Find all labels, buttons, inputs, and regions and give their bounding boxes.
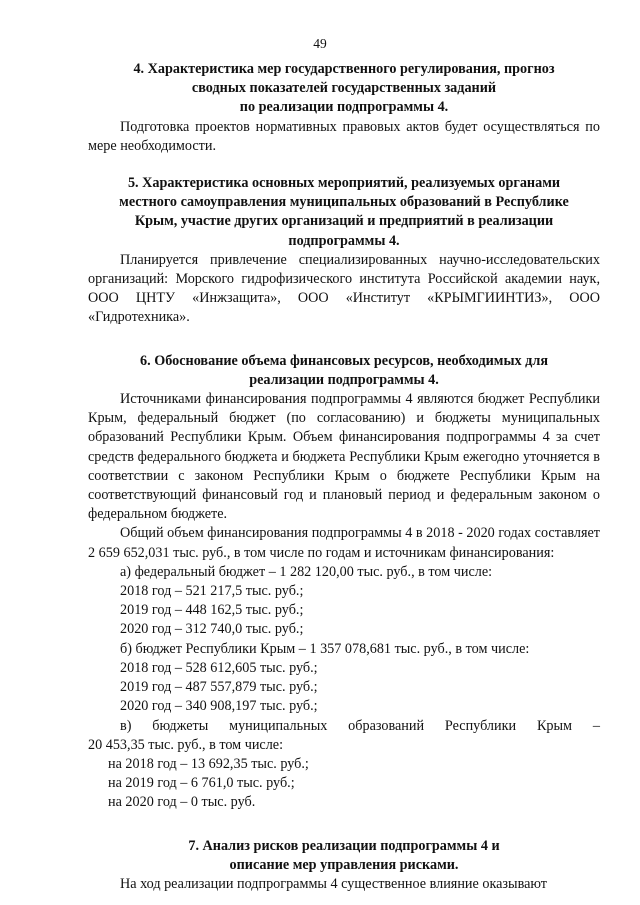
section-4-text: Подготовка проектов нормативных правовых актов будет осуществляться по мере необходимости. [88,118,600,154]
section-7-heading [88,837,600,875]
federal-budget-item: 2019 год – 448 162,5 тыс. руб.; [120,602,304,619]
page-number: 49 [313,36,327,51]
regional-budget-item: 2020 год – 340 908,197 тыс. руб.; [120,698,318,715]
municipal-budget-title-continuation: 20 453,35 тыс. руб., в том числе: [88,736,284,753]
word: бюджеты [152,717,209,734]
heading-line: описание мер управления рисками. [229,856,459,873]
municipal-budget-title [88,717,600,736]
section-6-para-2: Общий объем финансирования подпрограммы 4 в 2018 - 2020 годах составляет 2 659 652,031 тыс. руб., в том числе по годам и источникам финансирования: [88,525,600,561]
regional-budget-title: б) бюджет Республики Крым – 1 357 078,681 тыс. руб., в том числе: [120,640,530,657]
heading-line: Крым, участие других организаций и предприятий в реализации [134,213,554,230]
section-5-text: Планируется привлечение специализированных научно-исследовательских организаций: Морского гидрофизического института Российской академии наук, ООО ЦНТУ «Инжзащита», ООО «Институт «КРЫМГИИНТИЗ», ООО «Гидротехника». [88,251,600,326]
heading-line: 7. Анализ рисков реализации подпрограммы 4 и [188,837,500,854]
federal-budget-item: 2020 год – 312 740,0 тыс. руб.; [120,621,304,638]
heading-line: 6. Обоснование объема финансовых ресурсов, необходимых для [140,352,548,369]
word: Крым [536,717,573,734]
section-6-heading [88,352,600,390]
regional-budget-item: 2018 год – 528 612,605 тыс. руб.; [120,659,318,676]
word: в) [120,717,132,734]
section-5-heading [88,174,600,251]
federal-budget-item: 2018 год – 521 217,5 тыс. руб.; [120,583,304,600]
municipal-budget-item: на 2020 год – 0 тыс. руб. [108,794,256,811]
municipal-budget-item: на 2018 год – 13 692,35 тыс. руб.; [108,755,309,772]
section-7-text: На ход реализации подпрограммы 4 существенное влияние оказывают [120,875,547,892]
word: Республики [444,717,517,734]
heading-line: местного самоуправления муниципальных образований в Республике [119,194,569,211]
section-4-heading [88,60,600,118]
heading-line: по реализации подпрограммы 4. [239,99,449,116]
word: муниципальных [229,717,328,734]
municipal-budget-item: на 2019 год – 6 761,0 тыс. руб.; [108,775,295,792]
page-content [88,60,600,894]
regional-budget-item: 2019 год – 487 557,879 тыс. руб.; [120,679,318,696]
word: образований [348,717,425,734]
word: – [592,717,600,734]
heading-line: сводных показателей государственных заданий [191,80,497,97]
section-6-para-1: Источниками финансирования подпрограммы 4 являются бюджет Республики Крым, федеральный бюджет (по согласованию) и бюджеты муниципальных образований Республики Крым. Объем финансирования подпрограммы 4 за счет средств федерального бюджета и бюджета Республики Крым ежегодно уточняется в соответствии с законом Республики Крым о бюджете Республики Крым на соответствующий финансовый год и плановый период и федеральным законом о федеральном бюджете. [88,391,600,523]
heading-line: 4. Характеристика мер государственного регулирования, прогноз [133,61,555,77]
federal-budget-title: а) федеральный бюджет – 1 282 120,00 тыс. руб., в том числе: [120,563,493,580]
heading-line: реализации подпрограммы 4. [249,371,439,388]
heading-line: подпрограммы 4. [288,232,400,249]
heading-line: 5. Характеристика основных мероприятий, реализуемых органами [127,175,561,192]
